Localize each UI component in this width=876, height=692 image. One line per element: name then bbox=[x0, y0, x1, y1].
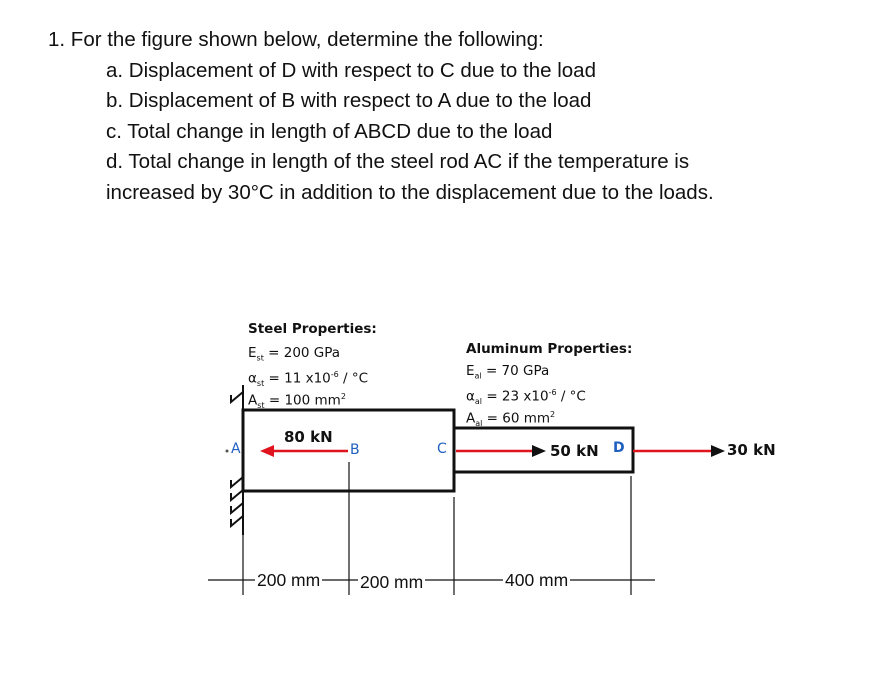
aluminum-modulus: $E_{al} = 70$ GPa bbox=[466, 363, 550, 381]
load-80kn-label: 80 kN bbox=[284, 428, 333, 446]
point-a-dot bbox=[226, 450, 229, 453]
problem-title: 1. For the figure shown below, determine the following: bbox=[48, 28, 544, 51]
dimension-cd: 400 mm bbox=[505, 570, 569, 590]
point-b-label: B bbox=[350, 442, 360, 458]
question-d: d. Total change in length of the steel rod AC if the temperature is bbox=[106, 150, 690, 173]
load-arrowhead-30kn bbox=[711, 445, 725, 457]
steel-thermal-coefficient: $\alpha_{st} = 11$ $x10^{-6} / ^\circ C$ bbox=[248, 370, 369, 389]
load-arrowhead-80kn bbox=[260, 445, 274, 457]
question-a: a. Displacement of D with respect to C due to the load bbox=[106, 59, 596, 82]
steel-modulus: $E_{st} = 200$ GPa bbox=[248, 345, 341, 363]
question-d-continued: increased by 30°C in addition to the displacement due to the loads. bbox=[106, 181, 714, 204]
question-c: c. Total change in length of ABCD due to the load bbox=[106, 120, 553, 143]
steel-heading: Steel Properties: bbox=[248, 321, 377, 337]
point-a-label: A bbox=[231, 441, 241, 457]
dimension-ab: 200 mm bbox=[257, 570, 321, 590]
load-50kn-label: 50 kN bbox=[550, 442, 599, 460]
question-b: b. Displacement of B with respect to A due to the load bbox=[106, 89, 592, 112]
dimension-bc: 200 mm bbox=[360, 572, 424, 592]
point-d-label: D bbox=[613, 440, 625, 456]
load-arrowhead-50kn bbox=[532, 445, 546, 457]
point-c-label: C bbox=[437, 441, 447, 457]
aluminum-heading: Aluminum Properties: bbox=[466, 341, 633, 357]
steel-area: $A_{st} = 100$ $mm^2$ bbox=[248, 392, 346, 411]
aluminum-area: $A_{al} = 60$ $mm^2$ bbox=[466, 410, 556, 429]
aluminum-thermal-coefficient: $\alpha_{al} = 23$ $x10^{-6} / ^\circ C$ bbox=[466, 388, 586, 407]
load-30kn-label: 30 kN bbox=[727, 441, 776, 459]
wall-hatching bbox=[231, 392, 243, 526]
